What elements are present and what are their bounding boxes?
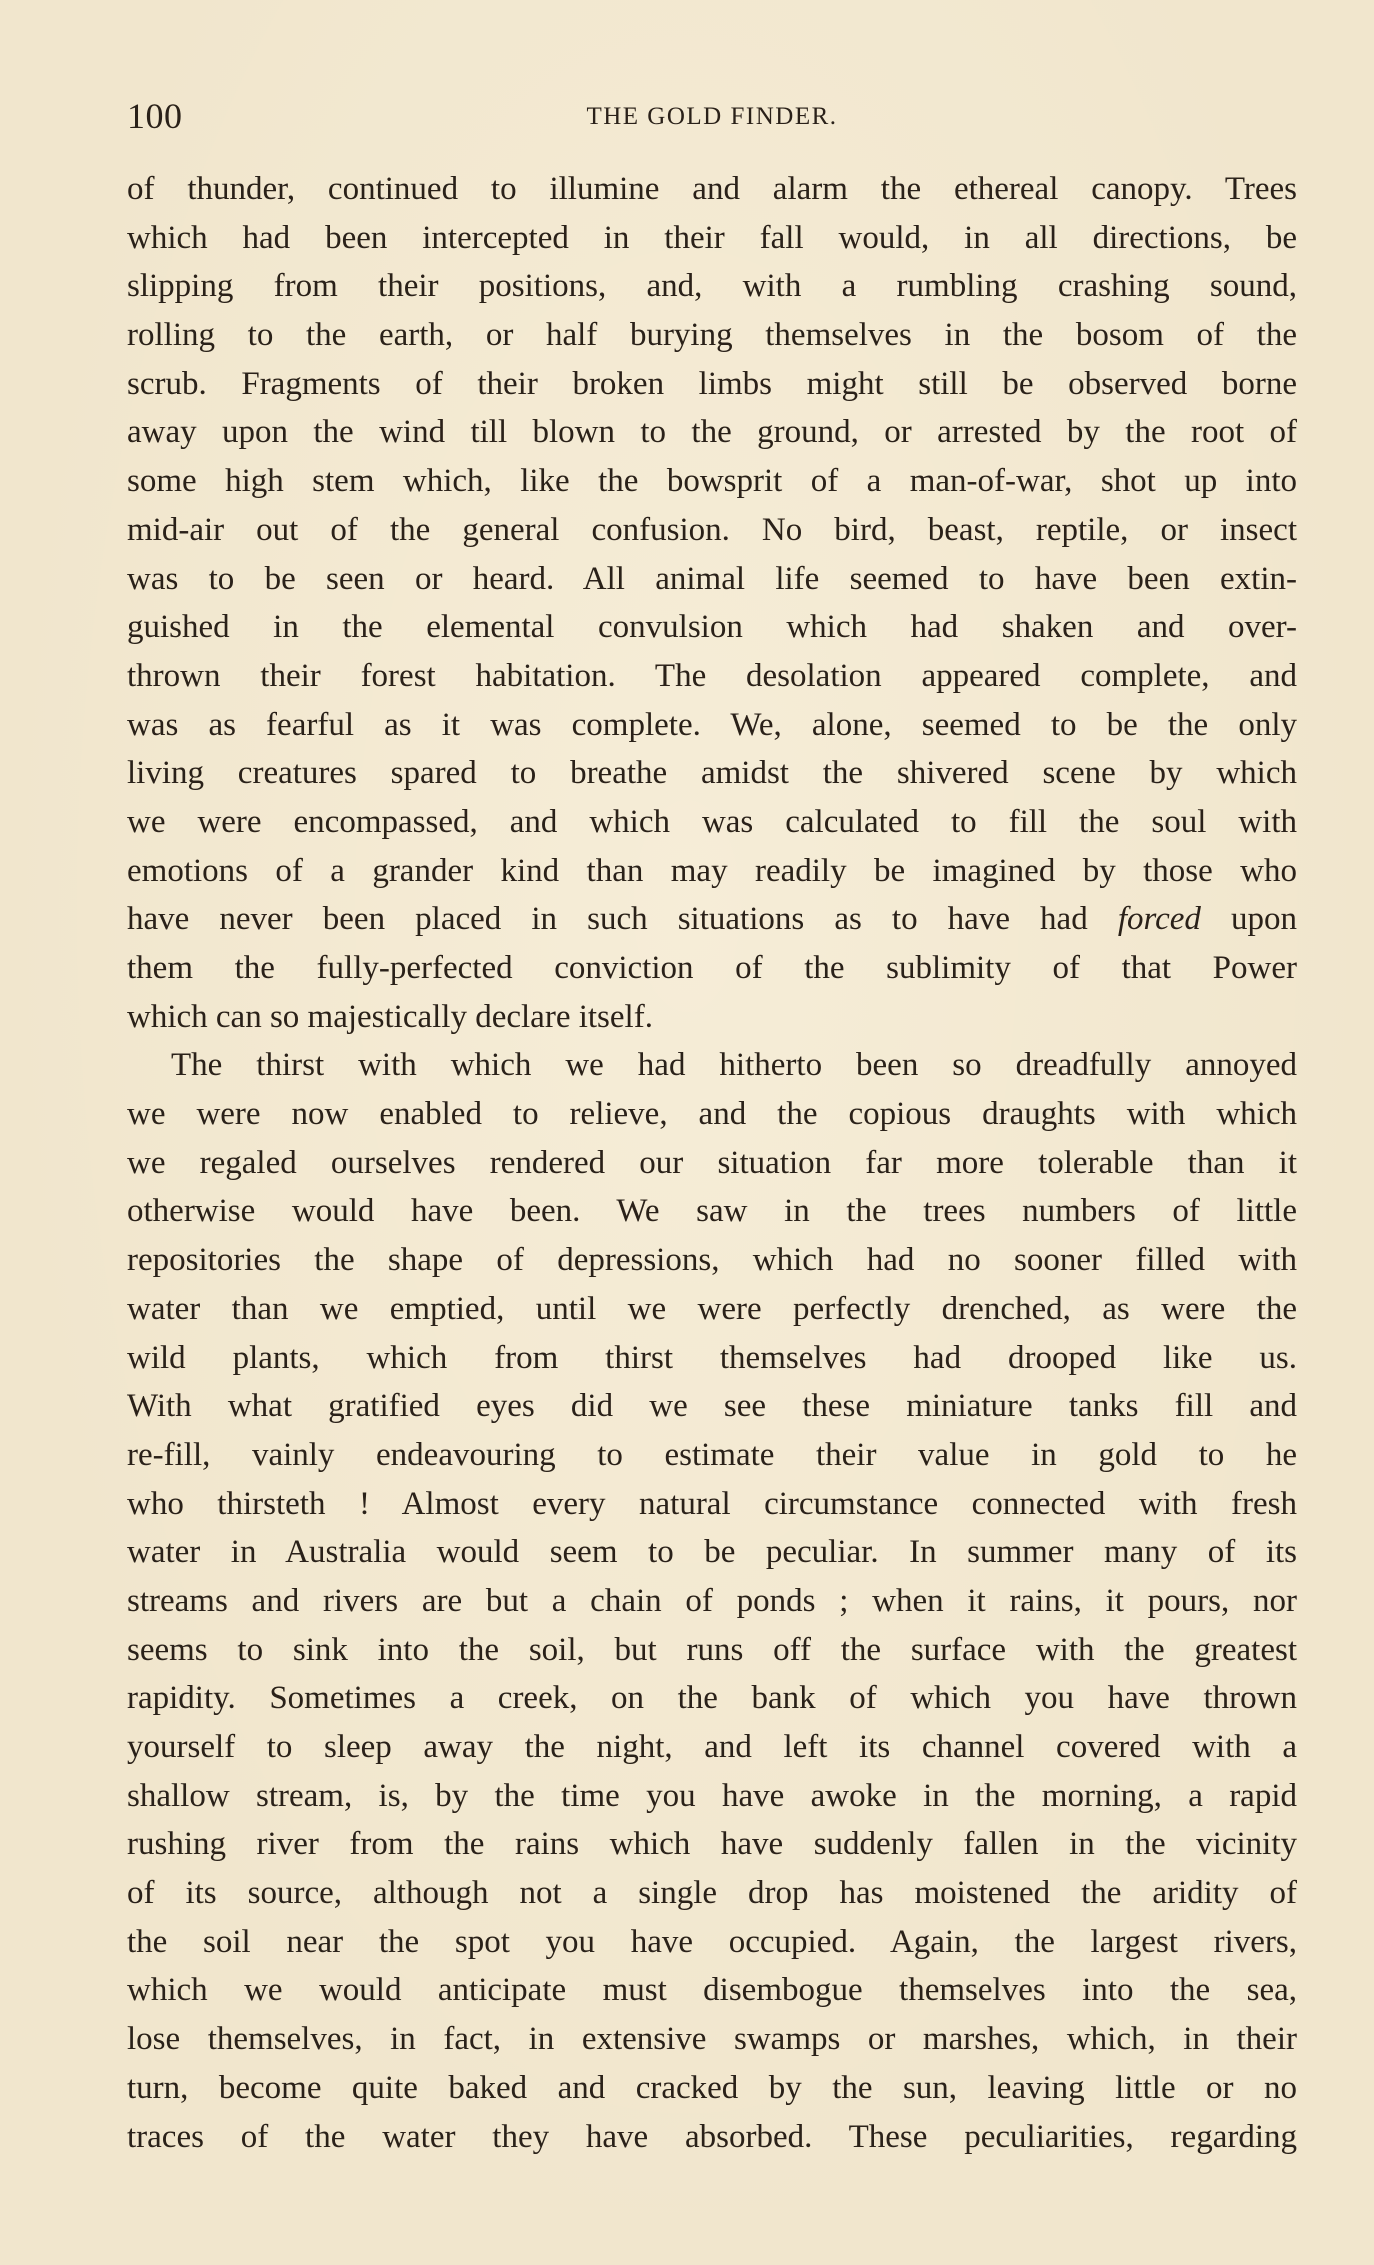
text-line: away upon the wind till blown to the ground, or arrested by the root of	[127, 414, 1297, 451]
text-line: lose themselves, in fact, in extensive swamps or marshes, which, in their	[127, 2021, 1297, 2058]
page-number: 100	[127, 96, 183, 136]
text-line-end: upon	[1231, 901, 1298, 938]
text-line: water in Australia would seem to be peculiar. In summer many of its	[127, 1534, 1297, 1571]
text-line: rapidity. Sometimes a creek, on the bank of which you have thrown	[127, 1680, 1297, 1717]
text-line: slipping from their positions, and, with a rumbling crashing sound,	[127, 268, 1297, 305]
text-line: wild plants, which from thirst themselves had drooped like us.	[127, 1339, 1297, 1376]
text-line: rushing river from the rains which have suddenly fallen in the vicinity	[127, 1826, 1297, 1863]
text-line: streams and rivers are but a chain of ponds ; when it rains, it pours, nor	[127, 1582, 1297, 1619]
text-line: mid-air out of the general confusion. No bird, beast, reptile, or insect	[127, 511, 1297, 548]
text-line: thrown their forest habitation. The desolation appeared complete, and	[127, 657, 1297, 694]
text-line: which had been intercepted in their fall would, in all directions, be	[127, 219, 1297, 256]
text-line: With what gratified eyes did we see these miniature tanks fill and	[127, 1388, 1297, 1425]
text-line: the soil near the spot you have occupied. Again, the largest rivers,	[127, 1923, 1297, 1960]
text-line-start: have never been placed in such situations as to have had	[127, 901, 1088, 938]
text-line: which we would anticipate must disembogue themselves into the sea,	[127, 1972, 1297, 2009]
text-line: re-fill, vainly endeavouring to estimate their value in gold to he	[127, 1436, 1297, 1473]
text-line: seems to sink into the soil, but runs off the surface with the greatest	[127, 1631, 1297, 1668]
text-line: shallow stream, is, by the time you have awoke in the morning, a rapid	[127, 1777, 1297, 1814]
text-line-with-italic	[127, 895, 1297, 944]
text-line: was as fearful as it was complete. We, alone, seemed to be the only	[127, 706, 1297, 743]
text-line: we were encompassed, and which was calculated to fill the soul with	[127, 803, 1297, 840]
text-line: who thirsteth ! Almost every natural circumstance connected with fresh	[127, 1485, 1297, 1522]
text-line: yourself to sleep away the night, and left its channel covered with a	[127, 1729, 1297, 1765]
text-line: scrub. Fragments of their broken limbs might still be observed borne	[127, 365, 1297, 402]
text-line: of thunder, continued to illumine and alarm the ethereal canopy. Trees	[127, 171, 1297, 207]
text-line: otherwise would have been. We saw in the trees numbers of little	[127, 1193, 1297, 1230]
text-line: rolling to the earth, or half burying themselves in the bosom of the	[127, 317, 1297, 354]
running-head	[127, 95, 1297, 145]
paragraph-start-line: The thirst with which we had hitherto been so dreadfully annoyed	[171, 1047, 1297, 1084]
text-line: emotions of a grander kind than may readily be imagined by those who	[127, 852, 1297, 889]
text-line: turn, become quite baked and cracked by the sun, leaving little or no	[127, 2069, 1297, 2106]
text-line: of its source, although not a single drop has moistened the aridity of	[127, 1875, 1297, 1912]
text-line: living creatures spared to breathe amidst the shivered scene by which	[127, 755, 1297, 792]
text-line: water than we emptied, until we were perfectly drenched, as were the	[127, 1290, 1297, 1327]
text-line: we regaled ourselves rendered our situation far more tolerable than it	[127, 1144, 1297, 1181]
text-line: guished in the elemental convulsion which had shaken and over-	[127, 609, 1297, 646]
text-line: we were now enabled to relieve, and the copious draughts with which	[127, 1096, 1297, 1133]
italic-word: forced	[1117, 901, 1201, 938]
text-line: repositories the shape of depressions, which had no sooner filled with	[127, 1242, 1297, 1279]
paragraph-end-line: which can so majestically declare itself.	[127, 998, 653, 1035]
running-title: THE GOLD FINDER.	[586, 103, 838, 130]
text-line: them the fully-perfected conviction of the sublimity of that Power	[127, 950, 1297, 986]
text-line: was to be seen or heard. All animal life seemed to have been extin-	[127, 560, 1297, 597]
text-line: some high stem which, like the bowsprit of a man-of-war, shot up into	[127, 463, 1297, 500]
text-line: traces of the water they have absorbed. These peculiarities, regarding	[127, 2118, 1297, 2155]
body-text	[127, 165, 1297, 2161]
